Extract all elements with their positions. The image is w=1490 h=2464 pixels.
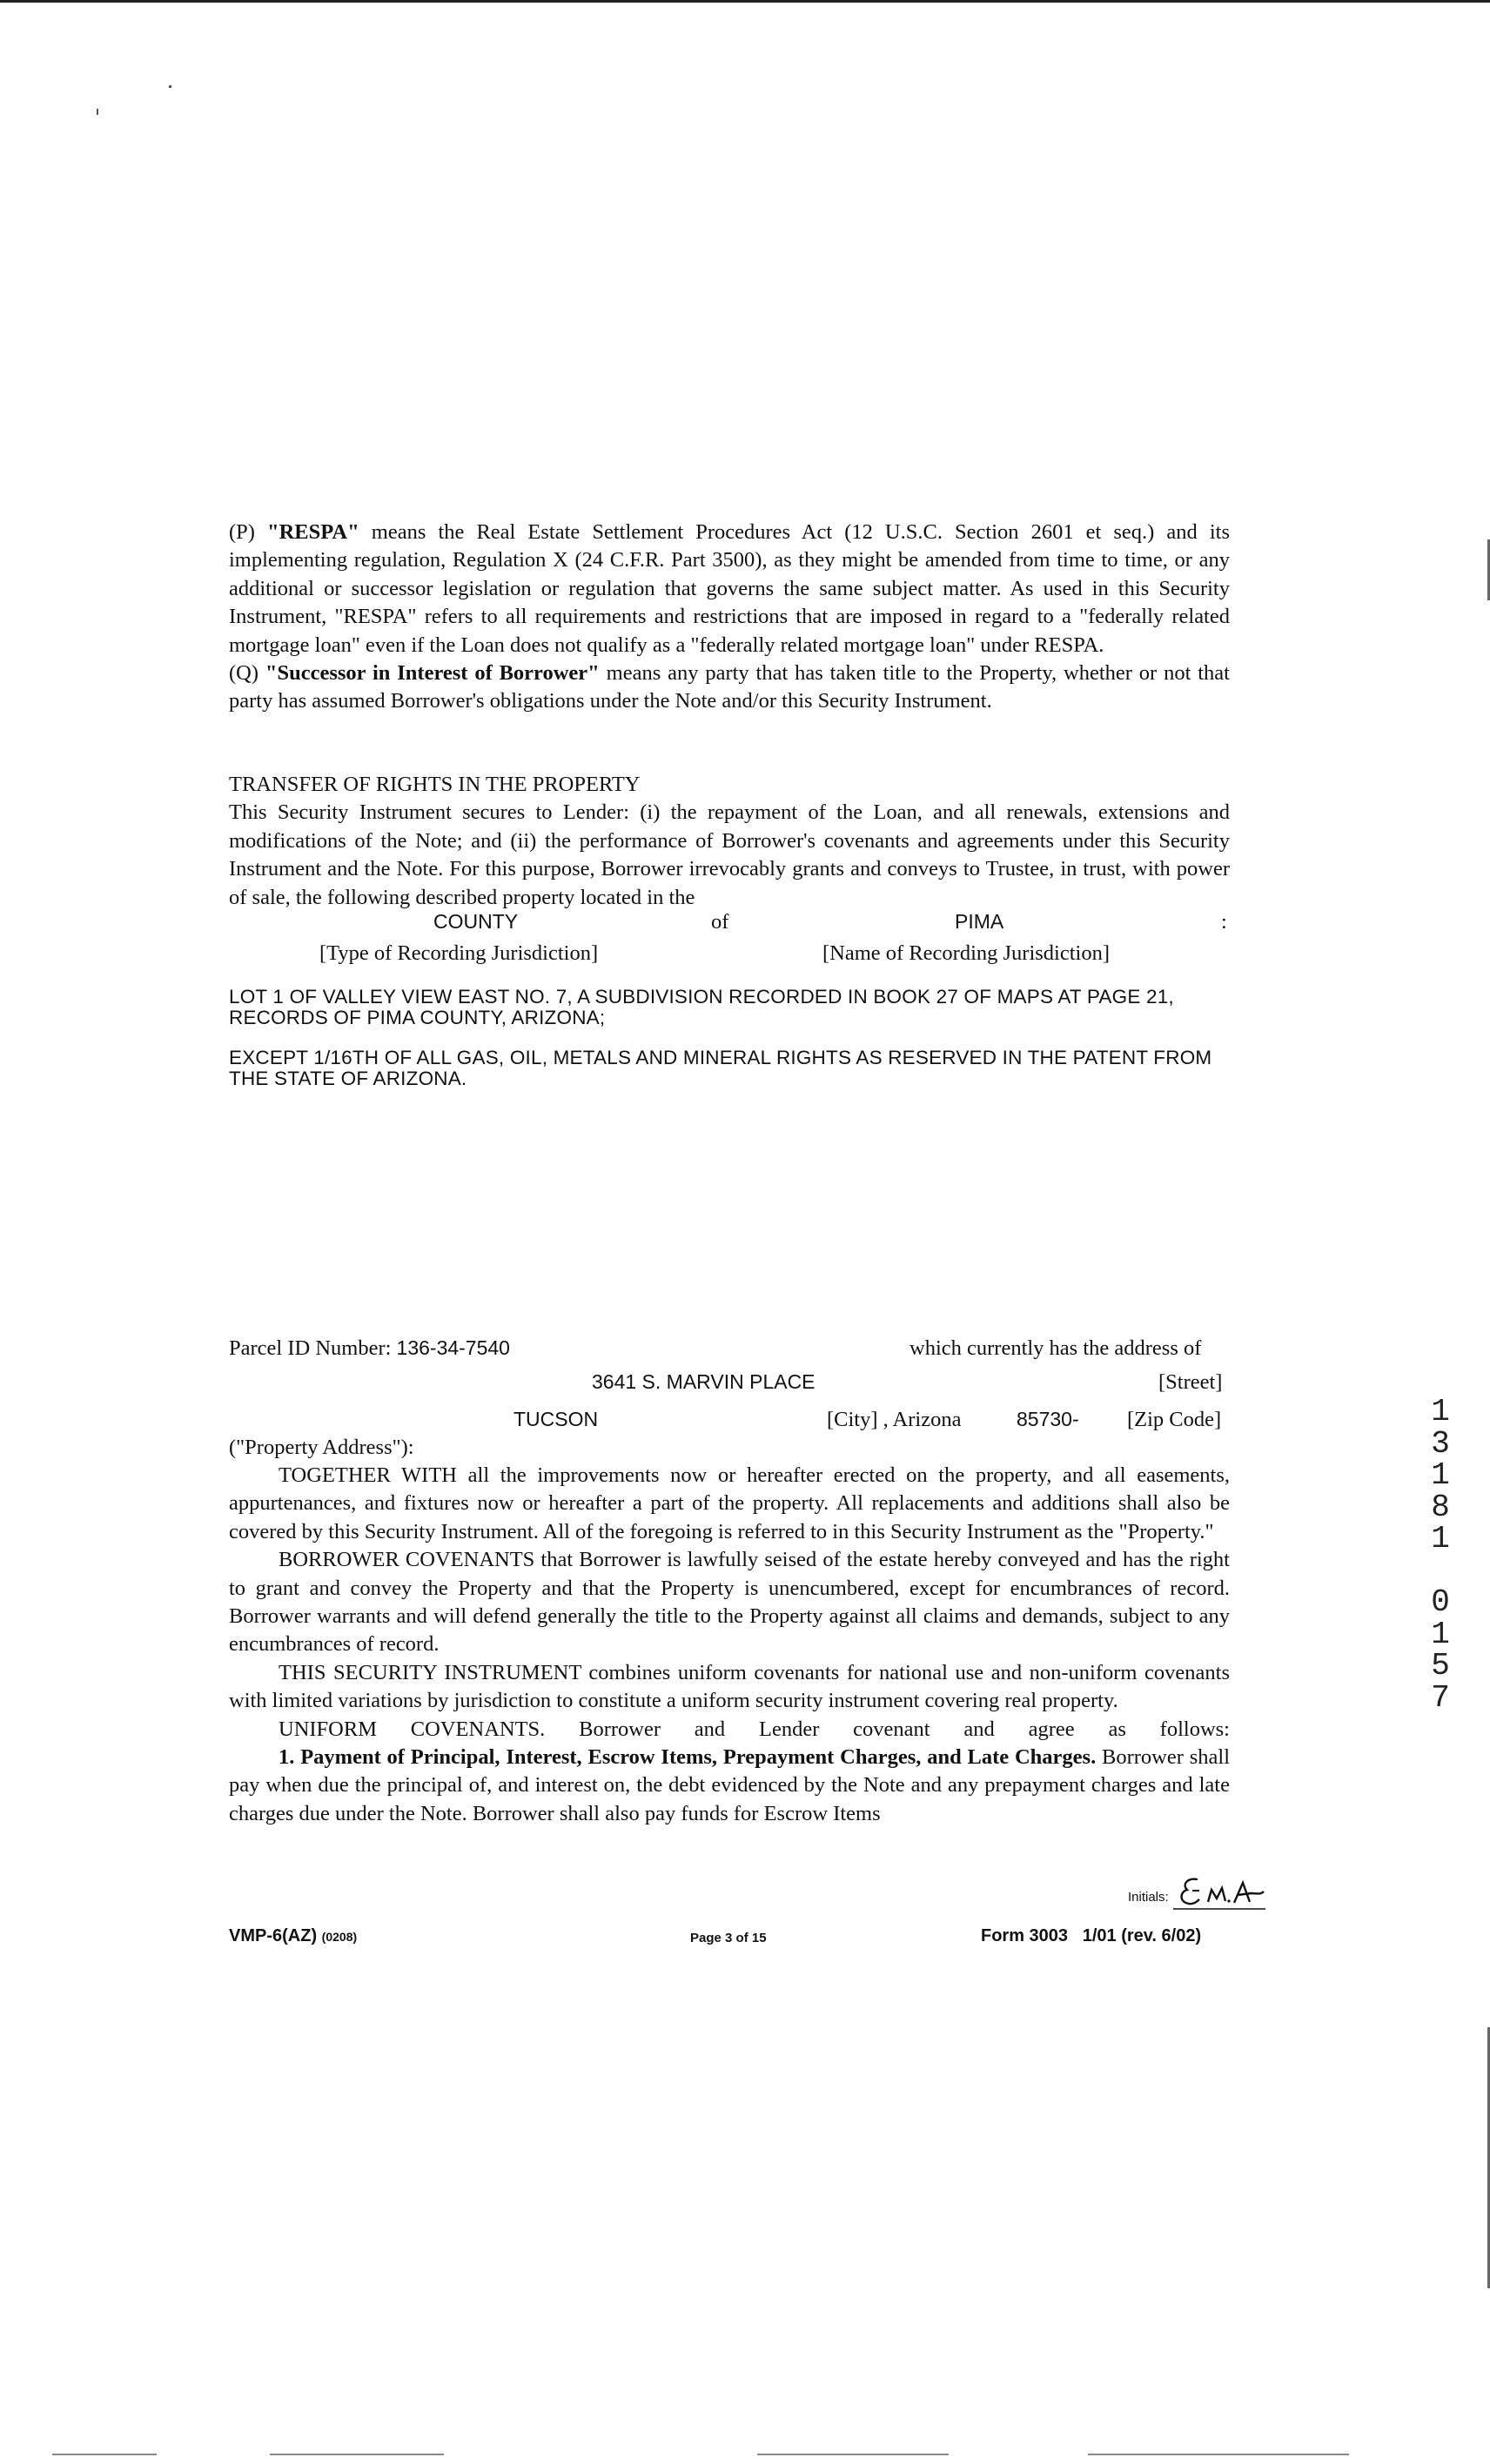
definition-q-text: means any party that has taken title to the Property, whether or not that party has assumed Borrower's obligations under the Note and/or this Security Instrument. bbox=[229, 661, 1230, 713]
city-value: TUCSON bbox=[513, 1408, 599, 1430]
jurisdiction-name-value: PIMA bbox=[955, 910, 1004, 933]
zip-caption: [Zip Code] bbox=[1127, 1408, 1222, 1431]
street-value: 3641 S. MARVIN PLACE bbox=[592, 1370, 815, 1393]
address-intro: which currently has the address of bbox=[909, 1336, 1202, 1360]
transfer-section bbox=[229, 771, 1230, 912]
form-number: Form 3003 1/01 (rev. 6/02) bbox=[981, 1926, 1202, 1945]
property-address-label: ("Property Address"): bbox=[229, 1436, 414, 1459]
parcel-id-label bbox=[229, 1336, 510, 1361]
legal-description-exception: EXCEPT 1/16TH OF ALL GAS, OIL, METALS AND MINERAL RIGHTS AS RESERVED IN THE PATENT FROM THE STATE OF ARIZONA. bbox=[229, 1047, 1212, 1089]
recording-number-stamp: 1 3 1 8 1 0 1 5 7 bbox=[1431, 1394, 1450, 1716]
form-code bbox=[229, 1926, 357, 1946]
street-caption: [Street] bbox=[1158, 1370, 1223, 1394]
payment-text: Borrower shall pay when due the principal of, and interest on, the debt evidenced by the Note and any prepayment charges and late charges due under the Note. Borrower shall also pay funds for Escrow Items bbox=[229, 1745, 1230, 1825]
definition-q bbox=[229, 660, 1230, 716]
scan-speck bbox=[97, 109, 98, 115]
top-border-line bbox=[0, 0, 1490, 3]
form-code-suffix: (0208) bbox=[321, 1930, 358, 1944]
scan-speck bbox=[169, 85, 171, 88]
definition-p-text: means the Real Estate Settlement Procedures Act (12 U.S.C. Section 2601 et seq.) and its implementing regulation, Regulation X (24 C.F.R. Part 3500), as they might be amended from time to time, or any additional or successor legislation or regulation that governs the same subject matter. As used in this Security Instrument, "RESPA" refers to all requirements and restrictions that are imposed in regard to a "federally related mortgage loan" even if the Loan does not qualify as a "federally related mortgage loan" under RESPA. bbox=[229, 520, 1230, 657]
initials-label: Initials: bbox=[1128, 1890, 1169, 1905]
definition-p-label: (P) bbox=[229, 520, 268, 544]
together-with-paragraph: TOGETHER WITH all the improvements now or hereafter erected on the property, and all easements, appurtenances, and fixtures now or hereafter a part of the property. All replacements and additions shall also be covered by this Security Instrument. All of the foregoing is referred to in this Security Instrument as the "Property." bbox=[229, 1463, 1230, 1543]
covenants-section bbox=[229, 1462, 1230, 1828]
scan-bottom-dash bbox=[1088, 2454, 1349, 2455]
parcel-id-value: 136-34-7540 bbox=[396, 1336, 510, 1359]
definition-q-label: (Q) bbox=[229, 661, 265, 686]
transfer-heading: TRANSFER OF RIGHTS IN THE PROPERTY bbox=[229, 773, 641, 796]
security-instrument-paragraph: THIS SECURITY INSTRUMENT combines uniform covenants for national use and non-uniform covenants with limited variations by jurisdiction to constitute a uniform security instrument covering real property. bbox=[229, 1660, 1230, 1713]
payment-paragraph bbox=[229, 1744, 1230, 1828]
definition-p-term: "RESPA" bbox=[267, 520, 359, 544]
transfer-body: This Security Instrument secures to Lender: (i) the repayment of the Loan, and all renewals, extensions and modifications of the Note; and (ii) the performance of Borrower's covenants and agreements under this Security Instrument and the Note. For this purpose, Borrower irrevocably grants and conveys to Trustee, in trust, with power of sale, the following described property located in the bbox=[229, 800, 1230, 909]
legal-description-lot: LOT 1 OF VALLEY VIEW EAST NO. 7, A SUBDIVISION RECORDED IN BOOK 27 OF MAPS AT PAGE 21, RECORDS OF PIMA COUNTY, ARIZONA; bbox=[229, 986, 1174, 1028]
definition-p bbox=[229, 519, 1230, 660]
page-number: Page 3 of 15 bbox=[690, 1931, 767, 1945]
scan-bottom-dash bbox=[270, 2454, 444, 2455]
scan-bottom-dash bbox=[52, 2454, 157, 2455]
jurisdiction-type-caption: [Type of Recording Jurisdiction] bbox=[319, 941, 599, 965]
jurisdiction-name-caption: [Name of Recording Jurisdiction] bbox=[822, 941, 1110, 965]
jurisdiction-type-value: COUNTY bbox=[433, 910, 519, 933]
borrower-covenants-paragraph: BORROWER COVENANTS that Borrower is lawfully seised of the estate hereby conveyed and has the right to grant and convey the Property and that the Property is unencumbered, except for encumbrances of record. Borrower warrants and will defend generally the title to the Property against all claims and demands, subject to any encumbrances of record. bbox=[229, 1548, 1230, 1657]
zip-value: 85730- bbox=[1017, 1408, 1079, 1430]
initials-signature bbox=[1173, 1872, 1269, 1916]
initials-block bbox=[1128, 1890, 1169, 1905]
payment-heading: 1. Payment of Principal, Interest, Escrow Items, Prepayment Charges, and Late Charges. bbox=[279, 1745, 1097, 1770]
uniform-covenants-paragraph: UNIFORM COVENANTS. Borrower and Lender covenant and agree as follows: bbox=[279, 1717, 1230, 1741]
legal-description bbox=[229, 987, 1221, 1089]
scan-bottom-dash bbox=[757, 2454, 949, 2455]
definition-q-term: "Successor in Interest of Borrower" bbox=[265, 661, 600, 686]
jurisdiction-of-word: of bbox=[711, 910, 729, 934]
parcel-id-label-text: Parcel ID Number: bbox=[229, 1336, 392, 1360]
jurisdiction-colon: : bbox=[1221, 910, 1227, 934]
form-code-text: VMP-6(AZ) bbox=[229, 1926, 318, 1945]
city-caption: [City] , Arizona bbox=[827, 1408, 962, 1431]
definitions-section bbox=[229, 519, 1230, 716]
